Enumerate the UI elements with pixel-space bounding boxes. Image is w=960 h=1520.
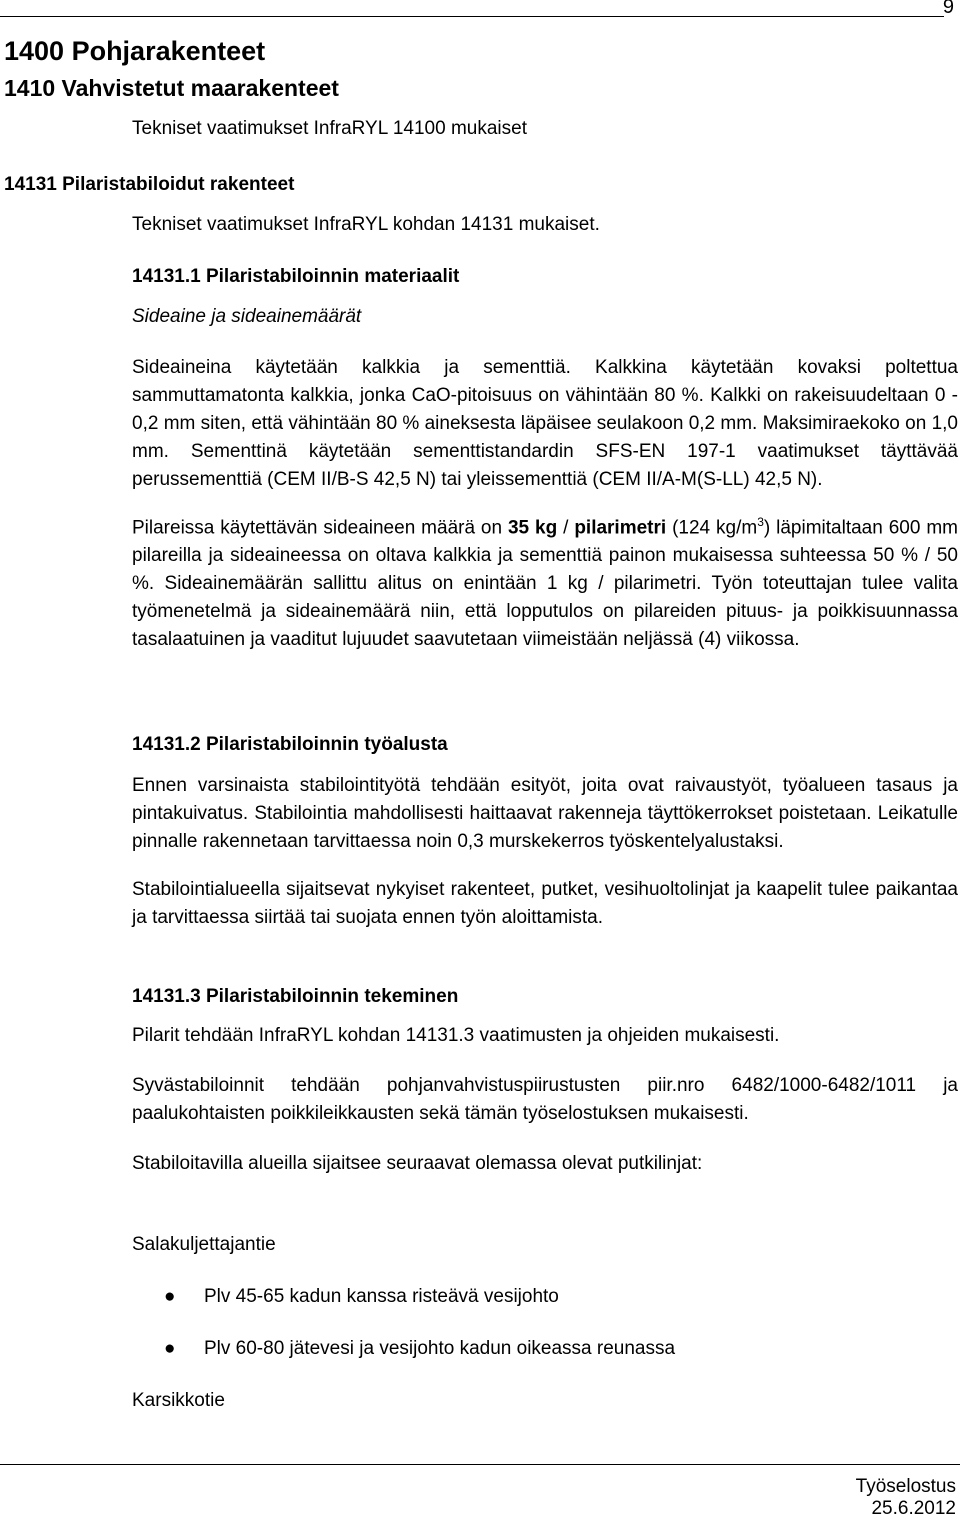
bullet-dot: ● xyxy=(164,1286,176,1307)
heading-1410: 1410 Vahvistetut maarakenteet xyxy=(4,75,339,101)
para2-d: ) läpimitaltaan 600 mm pilareilla ja sideaineessa on oltava kalkkia ja sementtiä painon mukaisessa suhteessa 50 % / 50 %. Sideainemäärän sallittu alitus on enintään 1 kg / pilarimetri. Työn toteuttajan tulee valita työmenetelmä ja sideainemäärä niin, että lopputulos on pilareiden pituus- ja poikkisuunnassa tasalaatuinen ja vaaditut lujuudet saavutetaan viimeistään neljässä (4) viikossa. xyxy=(132,517,958,651)
text-14131: Tekniset vaatimukset InfraRYL kohdan 14131 mukaiset. xyxy=(132,214,600,235)
bullet-item: Plv 45-65 kadun kanssa risteävä vesijohto xyxy=(204,1286,559,1307)
heading-14131-3: 14131.3 Pilaristabiloinnin tekeminen xyxy=(132,986,459,1007)
footer-date: 25.6.2012 xyxy=(871,1498,956,1519)
section-2-body xyxy=(132,772,958,932)
bullet-item: Plv 60-80 jätevesi ja vesijohto kadun oikeassa reunassa xyxy=(204,1338,676,1359)
binder-unit: pilarimetri xyxy=(574,517,667,539)
header-rule xyxy=(0,16,944,17)
para2-c: (124 kg/m xyxy=(666,517,758,539)
heading-14131: 14131 Pilaristabiloidut rakenteet xyxy=(4,174,295,195)
footer-title: Työselostus xyxy=(855,1476,956,1497)
bullet-dot: ● xyxy=(164,1338,176,1359)
para2-a: Pilareissa käytettävän sideaineen määrä on xyxy=(132,517,508,539)
heading-14131-1: 14131.1 Pilaristabiloinnin materiaalit xyxy=(132,266,460,287)
para-syvastabiloinnit: Syvästabiloinnit tehdään pohjanvahvistuspiirustusten piir.nro 6482/1000-6482/1011 ja paalukohtaisten poikkileikkausten sekä tämän työselostuksen mukaisesti. xyxy=(132,1075,958,1124)
page-number: 9 xyxy=(942,0,954,18)
section-1-body xyxy=(132,354,958,654)
heading-1400: 1400 Pohjarakenteet xyxy=(4,36,266,66)
area-salakuljettajantie: Salakuljettajantie xyxy=(132,1234,276,1255)
footer-rule xyxy=(0,1464,960,1465)
para-pilareissa xyxy=(132,508,958,654)
para-esityot: Ennen varsinaista stabilointityötä tehdään esityöt, joita ovat raivaustyöt, työalueen tasaus ja pintakuivatus. Stabilointia mahdollisesti haittaavat rakenneja täyttökerrokset poistetaan. Leikatulle pinnalle rakennetaan tarvittaessa noin 0,3 murskekerros työskentelyalustaksi. xyxy=(132,775,958,852)
para-stabilointialue: Stabilointialueella sijaitsevat nykyiset rakenteet, putket, vesihuoltolinjat ja kaapelit tulee paikantaa ja tarvittaessa siirtää tai suojata ennen työn aloittamista. xyxy=(132,879,958,928)
section-3-body xyxy=(132,1022,958,1178)
para2-b: / xyxy=(557,517,575,539)
text-1410: Tekniset vaatimukset InfraRYL 14100 mukaiset xyxy=(132,118,527,139)
para2-sup: 3 xyxy=(757,515,764,529)
subheading-sideaine: Sideaine ja sideainemäärät xyxy=(132,306,362,327)
para-putkilinjat: Stabiloitavilla alueilla sijaitsee seuraavat olemassa olevat putkilinjat: xyxy=(132,1153,703,1174)
para-pilarit: Pilarit tehdään InfraRYL kohdan 14131.3 vaatimusten ja ohjeiden mukaisesti. xyxy=(132,1025,780,1046)
para-sideaineina: Sideaineina käytetään kalkkia ja sementtiä. Kalkkina käytetään kovaksi poltettua sammuttamatonta kalkkia, jonka CaO-pitoisuus on vähintään 80 %. Kalkki on rakeisuudeltaan 0 - 0,2 mm siten, että vähintään 80 % aineksesta läpäisee seulakoon 0,2 mm. Maksimiraekoko on 1,0 mm. Sementtinä käytetään sementtistandardin SFS-EN 197-1 vaatimukset täyttävää perussementtiä (CEM II/B-S 42,5 N) tai yleissementtiä (CEM II/A-M(S-LL) 42,5 N). xyxy=(132,357,958,490)
binder-amount: 35 kg xyxy=(507,517,558,539)
area-karsikkotie: Karsikkotie xyxy=(132,1390,225,1411)
heading-14131-2: 14131.2 Pilaristabiloinnin työalusta xyxy=(132,734,448,755)
